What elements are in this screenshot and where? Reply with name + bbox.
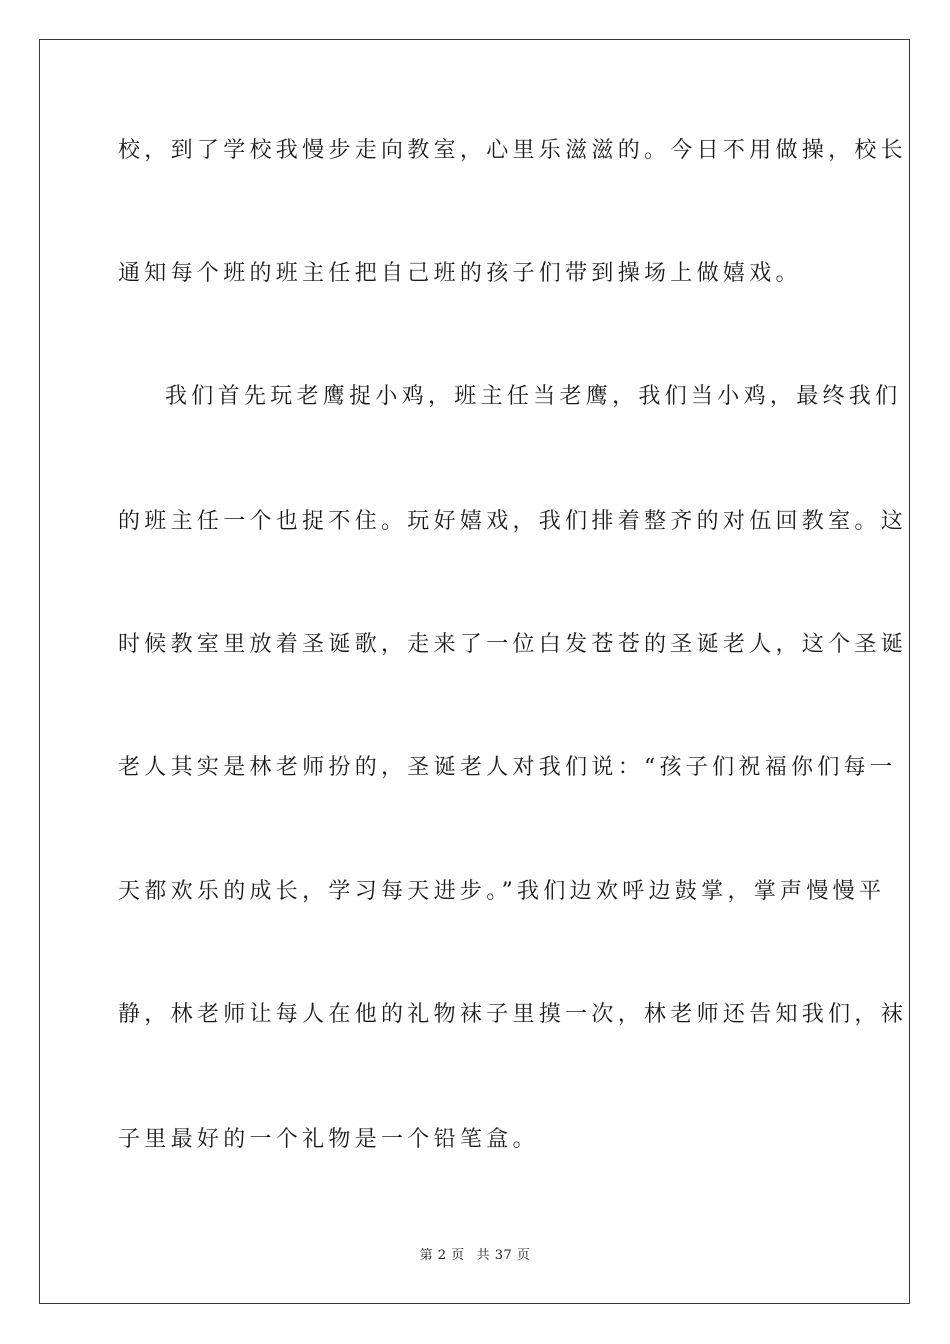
text-line-6: 老人其实是林老师扮的，圣诞老人对我们说：“孩子们祝福你们每一 [118,755,897,780]
text-line-7: 天都欢乐的成长，学习每天进步。”我们边欢呼边鼓掌，掌声慢慢平 [118,879,886,904]
text-line-5: 时候教室里放着圣诞歌，走来了一位白发苍苍的圣诞老人，这个圣诞 [118,632,908,657]
page-border [39,39,910,1304]
text-line-4: 的班主任一个也捉不住。玩好嬉戏，我们排着整齐的对伍回教室。这 [118,509,908,534]
text-line-3: 我们首先玩老鹰捉小鸡，班主任当老鹰，我们当小鸡，最终我们 [165,384,902,409]
total-pages: 共 37 页 [476,1248,531,1263]
text-line-1: 校，到了学校我慢步走向教室，心里乐滋滋的。今日不用做操，校长 [118,138,908,163]
text-line-8: 静，林老师让每人在他的礼物袜子里摸一次，林老师还告知我们，袜 [118,1002,908,1027]
text-line-9: 子里最好的一个礼物是一个铅笔盒。 [118,1127,539,1152]
page-number: 第 2 页 [419,1248,465,1263]
text-line-2: 通知每个班的班主任把自己班的孩子们带到操场上做嬉戏。 [118,261,802,286]
page-footer [0,1247,950,1265]
